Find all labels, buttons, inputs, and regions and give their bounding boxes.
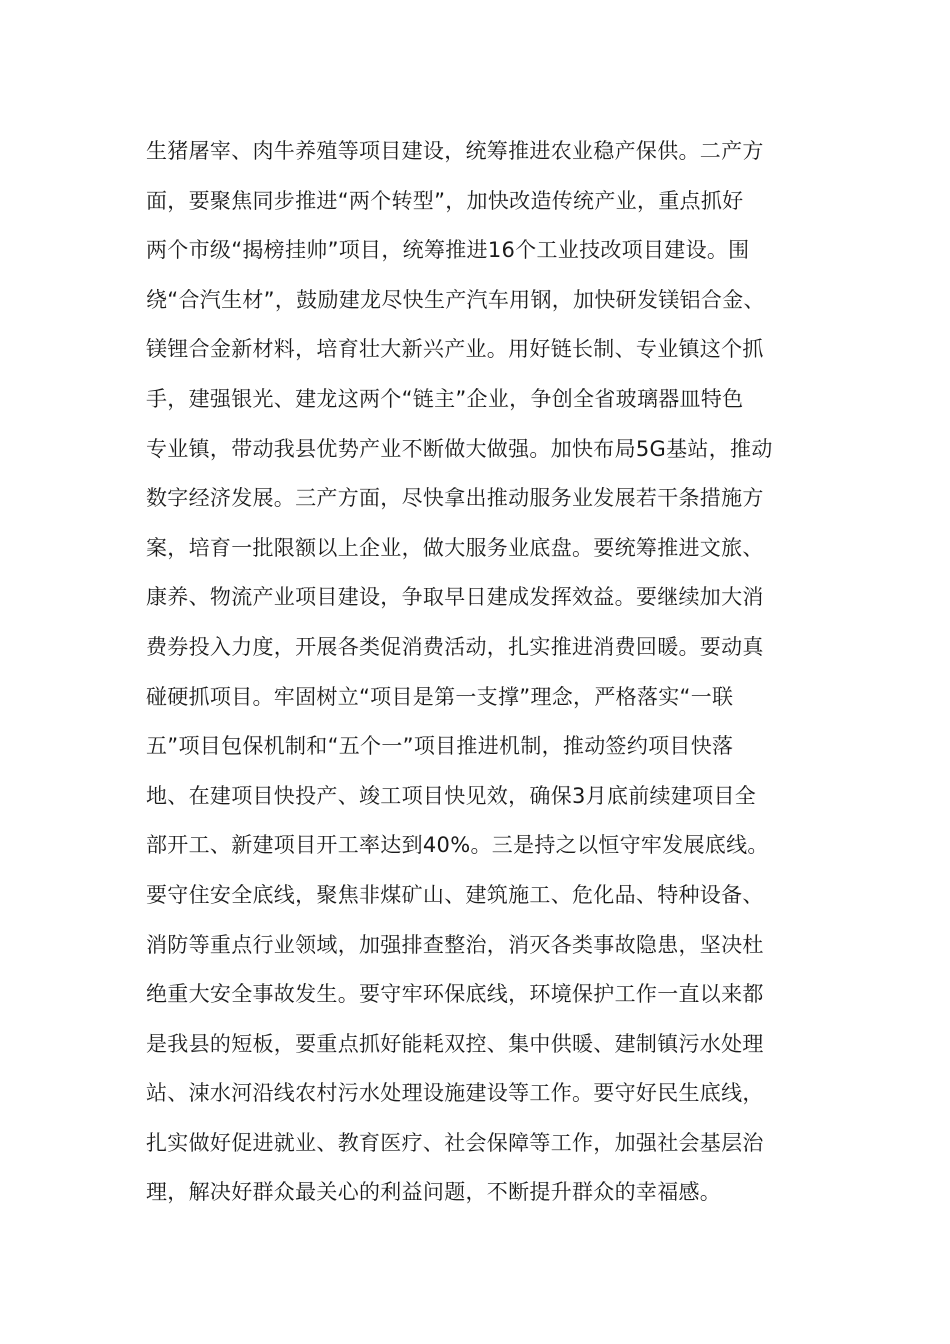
text-line: 案，培育一批限额以上企业，做大服务业底盘。要统筹推进文旅、 — [146, 535, 764, 560]
text-line: 两个市级“揭榜挂帅”项目，统筹推进16个工业技改项目建设。围 — [146, 238, 750, 263]
text-line: 生猪屠宰、肉牛养殖等项目建设，统筹推进农业稳产保供。二产方 — [146, 139, 764, 163]
text-line: 专业镇，带动我县优势产业不断做大做强。加快布局5G基站，推动 — [146, 436, 773, 461]
text-line: 费券投入力度，开展各类促消费活动，扎实推进消费回暖。要动真 — [146, 634, 764, 659]
text-line: 五”项目包保机制和“五个一”项目推进机制，推动签约项目快落 — [146, 734, 734, 759]
text-line: 绝重大安全事故发生。要守牢环保底线，环境保护工作一直以来都 — [146, 982, 764, 1007]
text-line: 地、在建项目快投产、竣工项目快见效，确保3月底前续建项目全 — [146, 783, 757, 808]
body-paragraph — [146, 127, 846, 1218]
text-line: 绕“合汽生材”，鼓励建龙尽快生产汽车用钢，加快研发镁铝合金、 — [146, 287, 765, 312]
text-line: 是我县的短板，要重点抓好能耗双控、集中供暖、建制镇污水处理 — [146, 1031, 764, 1056]
text-line: 要守住安全底线，聚焦非煤矿山、建筑施工、危化品、特种设备、 — [146, 882, 764, 907]
text-line: 镁锂合金新材料，培育壮大新兴产业。用好链长制、专业镇这个抓 — [146, 337, 764, 362]
text-line: 部开工、新建项目开工率达到40%。三是持之以恒守牢发展底线。 — [146, 833, 769, 858]
text-line: 理，解决好群众最关心的利益问题，不断提升群众的幸福感。 — [146, 1180, 722, 1205]
text-line: 消防等重点行业领域，加强排查整治，消灭各类事故隐患，坚决杜 — [146, 932, 764, 957]
text-line: 碰硬抓项目。牢固树立“项目是第一支撑”理念，严格落实“一联 — [146, 684, 734, 709]
text-line: 手，建强银光、建龙这两个“链主”企业，争创全省玻璃器皿特色 — [146, 386, 744, 411]
text-line: 数字经济发展。三产方面，尽快拿出推动服务业发展若干条措施方 — [146, 486, 764, 511]
text-line: 站、涑水河沿线农村污水处理设施建设等工作。要守好民生底线， — [146, 1081, 764, 1106]
text-line: 康养、物流产业项目建设，争取早日建成发挥效益。要继续加大消 — [146, 585, 764, 610]
text-line: 面，要聚焦同步推进“两个转型”，加快改造传统产业，重点抓好 — [146, 188, 744, 213]
text-line: 扎实做好促进就业、教育医疗、社会保障等工作，加强社会基层治 — [146, 1130, 764, 1155]
